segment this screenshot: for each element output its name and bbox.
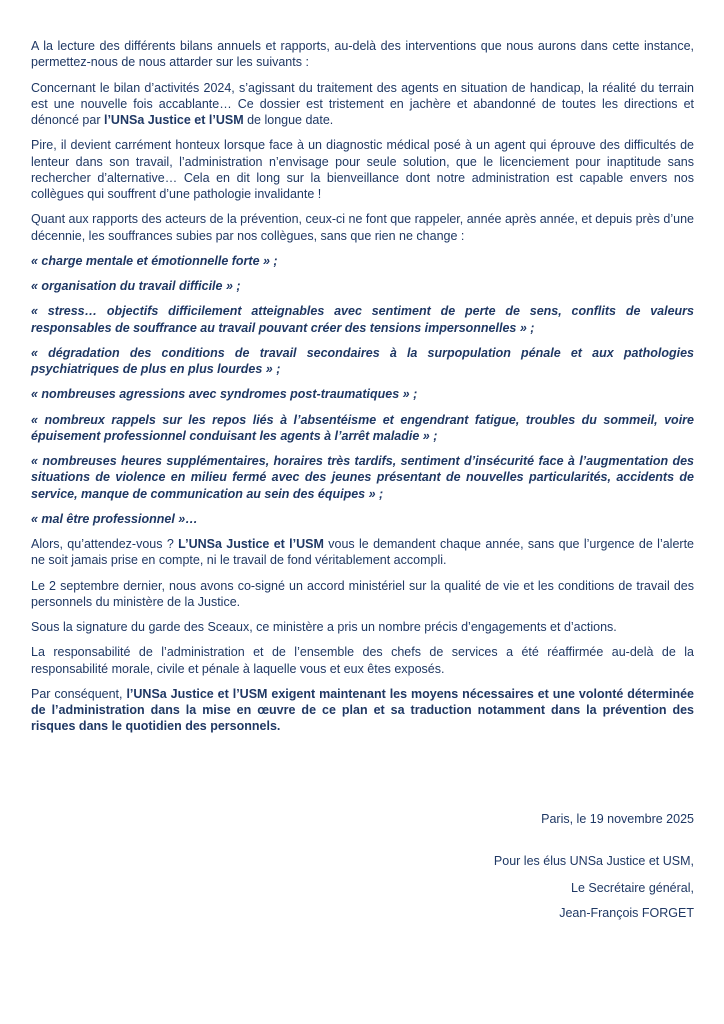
text-run: « nombreux rappels sur les repos liés à l’absentéisme et engendrant fatigue, troubles du sommeil, voire épuisement professionnel conduisant les agents à l’arrêt maladie » ; [31, 412, 694, 443]
paragraph [31, 80, 694, 129]
text-run: Sous la signature du garde des Sceaux, ce ministère a pris un nombre précis d’engagements et d’actions. [31, 620, 617, 634]
paragraph [31, 811, 694, 827]
paragraph [31, 38, 694, 71]
text-run: « nombreuses agressions avec syndromes post-traumatiques » ; [31, 387, 418, 402]
paragraph [31, 644, 694, 677]
text-run: Alors, qu’attendez-vous ? [31, 537, 179, 551]
paragraph [31, 453, 694, 502]
text-run: l’UNSa Justice et l’USM exigent maintenant les moyens nécessaires et une volonté déterminée de l’administration dans la mise en œuvre de ce plan et sa traduction notamment dans la prévention des risques dans le quotidien des personnels. [31, 686, 694, 734]
text-run: l’UNSa Justice et l’USM [103, 113, 244, 127]
paragraph [31, 345, 694, 378]
text-run: Concernant le bilan d’activités 2024, s’agissant du traitement des agents en situation de handicap, la réalité du terrain est une nouvelle fois accablante… Ce dossier est tristement en jachère et abandonné de toutes les directions et dénoncé par [31, 80, 694, 127]
text-run: « dégradation des conditions de travail secondaires à la surpopulation pénale et aux pathologies psychiatriques de plus en plus lourdes » ; [31, 345, 694, 376]
paragraph [31, 511, 694, 527]
text-run: Paris, le 19 novembre 2025 [541, 811, 694, 826]
text-run: vous le demandent chaque année, sans que l’urgence de l’alerte ne soit jamais prise en compte, ni le travail de fond véritablement accompli. [31, 537, 694, 568]
text-run: de longue date. [243, 113, 334, 127]
text-run: « mal être professionnel »… [31, 511, 198, 526]
text-run: Le 2 septembre dernier, nous avons co-signé un accord ministériel sur la qualité de vie et les conditions de travail des personnels du ministère de la Justice. [31, 578, 694, 609]
paragraph [31, 211, 694, 244]
paragraph [31, 686, 694, 735]
text-run: Pour les élus UNSa Justice et USM, [493, 853, 694, 868]
paragraph [31, 278, 694, 294]
text-run: Quant aux rapports des acteurs de la prévention, ceux-ci ne font que rappeler, année après année, et depuis près d’une décennie, les souffrances subies par nos collègues, sans que rien ne change : [31, 212, 694, 243]
paragraph [31, 880, 694, 896]
text-run: La responsabilité de l’administration et de l’ensemble des chefs de services a été réaffirmée au-delà de la responsabilité morale, civile et pénale à laquelle vous et eux êtes exposés. [31, 645, 694, 676]
paragraph [31, 386, 694, 402]
text-run: « nombreuses heures supplémentaires, horaires très tardifs, sentiment d’insécurité face à l’augmentation des situations de violence en milieu fermé avec des jeunes présentant de nouvelles particularités, accidents de service, manque de communication au sein des équipes » ; [31, 454, 694, 501]
paragraph [31, 905, 694, 921]
paragraph [31, 578, 694, 611]
text-run: Jean-François FORGET [559, 906, 694, 921]
text-run: A la lecture des différents bilans annuels et rapports, au-delà des interventions que nous aurons dans cette instance, permettez-nous de nous attarder sur les suivants : [31, 39, 694, 70]
paragraph [31, 303, 694, 336]
text-run: « charge mentale et émotionnelle forte » ; [31, 253, 278, 268]
text-run: Pire, il devient carrément honteux lorsque face à un diagnostic médical posé à un agent qui éprouve des difficultés de lenteur dans son travail, l’administration n’envisage pour seule solution, que le licenciement pour inaptitude sans rechercher d’alternative… Cela en dit long sur la bienveillance dont notre administration est capable envers nos collègues qui souffrent d’une pathologie invalidante ! [31, 138, 694, 201]
paragraph [31, 137, 694, 202]
paragraph [31, 536, 694, 569]
paragraph [31, 619, 694, 635]
text-run: Le Secrétaire général, [571, 881, 694, 895]
text-run: « organisation du travail difficile » ; [31, 279, 241, 293]
document-body [31, 38, 694, 922]
text-run: Par conséquent, [31, 686, 127, 701]
paragraph [31, 412, 694, 445]
text-run: « stress… objectifs difficilement atteignables avec sentiment de perte de sens, conflits de valeurs responsables de souffrance au travail pouvant créer des tensions impersonnelles » ; [31, 304, 694, 335]
paragraph [31, 853, 694, 869]
paragraph [31, 253, 694, 269]
text-run: L’UNSa Justice et l’USM [178, 537, 324, 551]
